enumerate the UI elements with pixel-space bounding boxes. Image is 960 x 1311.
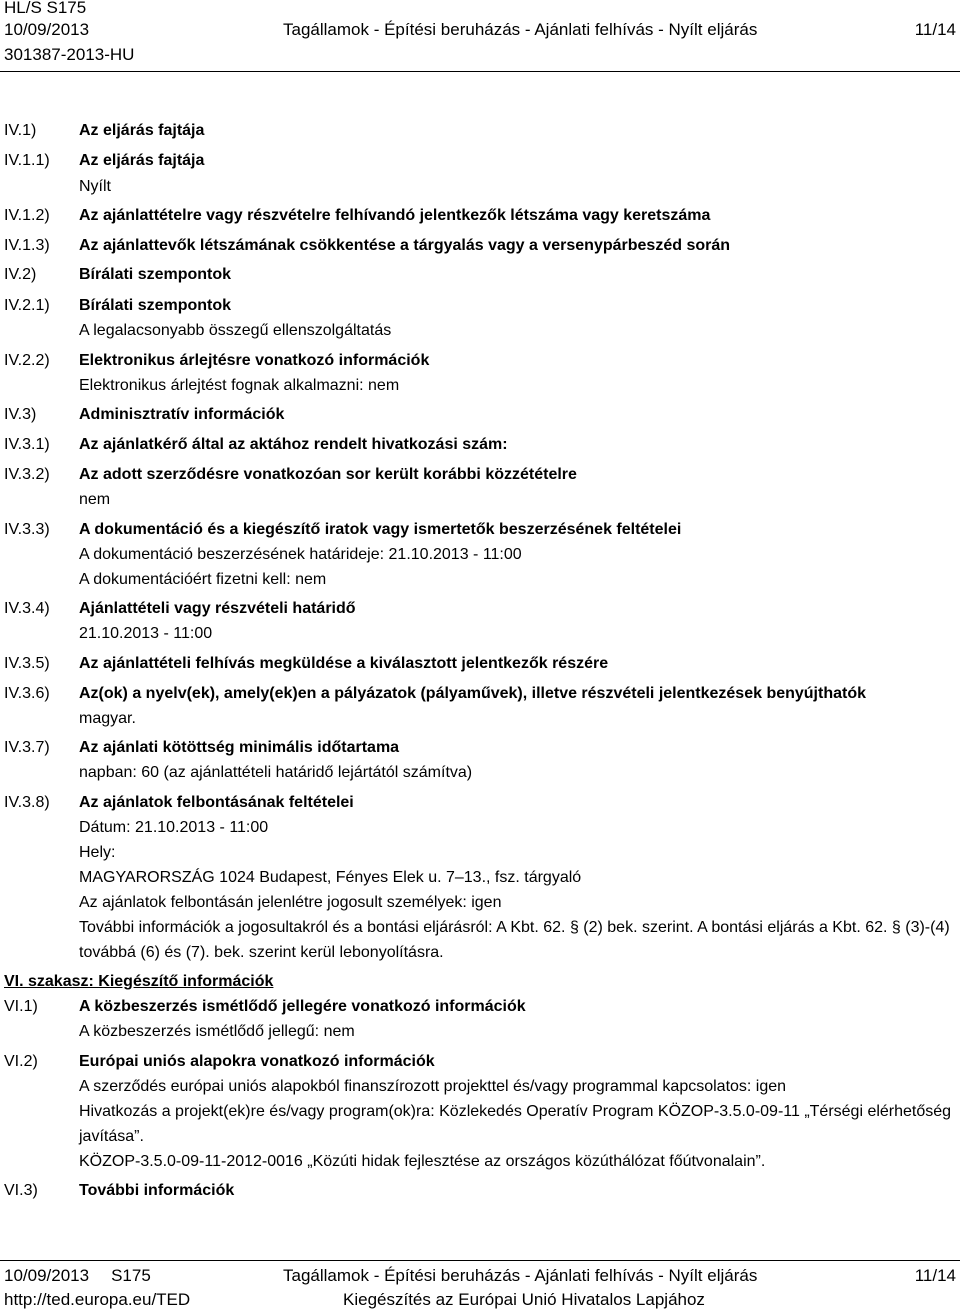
item-heading: Az ajánlatok felbontásának feltételei — [79, 794, 354, 811]
item-number: IV.3.4) — [4, 600, 50, 617]
item-heading: A dokumentáció és a kiegészítő iratok vagy ismertetők beszerzésének feltételei — [79, 521, 682, 538]
item-heading: Az eljárás fajtája — [79, 152, 205, 169]
item-text-wrapped: További információk a jogosultakról és a bontási eljárásról: A Kbt. 62. § (2) bek. szerint. A bontási eljárás a Kbt. 62. § (3)-(4) továbbá (6) és (7). bek. szerint kerül lebonyolításra. — [79, 919, 950, 961]
item-number: IV.3.5) — [4, 655, 50, 672]
footer-divider — [0, 1260, 960, 1261]
item-number: IV.2.1) — [4, 297, 50, 314]
item-heading: Az ajánlatkérő által az aktához rendelt hivatkozási szám: — [79, 436, 508, 453]
item-text: A közbeszerzés ismétlődő jellegű: nem — [79, 1023, 355, 1040]
footer-page-number: 11/14 — [914, 1266, 956, 1285]
footer-date: 10/09/2013 — [4, 1266, 90, 1285]
item-number: VI.1) — [4, 998, 38, 1015]
item-number: IV.3.8) — [4, 794, 50, 811]
item-text: A szerződés európai uniós alapokból finanszírozott projekttel és/vagy programmal kapcsolatos: igen — [79, 1078, 787, 1095]
item-number: IV.3.6) — [4, 685, 50, 702]
item-text: KÖZOP-3.5.0-09-11-2012-0016 „Közúti hidak fejlesztése az országos közúthálózat főútvonalain”. — [79, 1153, 766, 1170]
item-heading: Az ajánlattevők létszámának csökkentése a tárgyalás vagy a versenypárbeszéd során — [79, 237, 731, 254]
item-heading: Európai uniós alapokra vonatkozó információk — [79, 1053, 435, 1070]
item-number: IV.1.3) — [4, 237, 50, 254]
item-text: MAGYARORSZÁG 1024 Budapest, Fényes Elek u. 7–13., fsz. tárgyaló — [79, 869, 582, 886]
item-heading: Az adott szerződésre vonatkozóan sor került korábbi közzétételre — [79, 466, 577, 483]
item-heading: Bírálati szempontok — [79, 266, 232, 283]
item-text: 21.10.2013 - 11:00 — [79, 625, 213, 642]
item-number: IV.2) — [4, 266, 37, 283]
item-number: VI.3) — [4, 1182, 38, 1199]
item-number: IV.2.2) — [4, 352, 50, 369]
item-text: magyar. — [79, 710, 136, 727]
footer-url[interactable]: http://ted.europa.eu/TED — [4, 1290, 191, 1309]
header-divider — [0, 71, 960, 72]
item-number: IV.3.2) — [4, 466, 50, 483]
item-text: A dokumentációért fizetni kell: nem — [79, 571, 327, 588]
item-heading: További információk — [79, 1182, 235, 1199]
item-heading: Bírálati szempontok — [79, 297, 232, 314]
doc-id: 301387-2013-HU — [4, 45, 135, 64]
item-text: Dátum: 21.10.2013 - 11:00 — [79, 819, 269, 836]
item-heading: Elektronikus árlejtésre vonatkozó információk — [79, 352, 430, 369]
header-title: Tagállamok - Építési beruházás - Ajánlati felhívás - Nyílt eljárás — [283, 20, 758, 39]
footer-subtitle: Kiegészítés az Európai Unió Hivatalos Lapjához — [343, 1290, 705, 1309]
item-number: IV.1.1) — [4, 152, 50, 169]
item-text: napban: 60 (az ajánlattételi határidő lejártától számítva) — [79, 764, 473, 781]
item-text: A legalacsonyabb összegű ellenszolgáltatás — [79, 322, 392, 339]
doc-ref: HL/S S175 — [4, 0, 87, 17]
item-heading: Az ajánlati kötöttség minimális időtartama — [79, 739, 400, 756]
item-number: VI.2) — [4, 1053, 38, 1070]
item-text: Nyílt — [79, 178, 111, 195]
item-text: Elektronikus árlejtést fognak alkalmazni: nem — [79, 377, 400, 394]
item-text-wrapped: Hivatkozás a projekt(ek)re és/vagy program(ok)ra: Közlekedés Operatív Program KÖZOP-3.5.0-09-11 „Térségi elérhetőség javítása”. — [79, 1103, 952, 1145]
item-text: A dokumentáció beszerzésének határideje: 21.10.2013 - 11:00 — [79, 546, 522, 563]
item-heading: Az ajánlattételi felhívás megküldése a kiválasztott jelentkezők részére — [79, 655, 609, 672]
footer-date-series — [4, 1266, 151, 1286]
footer-series: S175 — [111, 1266, 151, 1285]
item-heading: A közbeszerzés ismétlődő jellegére vonatkozó információk — [79, 998, 526, 1015]
item-number: IV.3.3) — [4, 521, 50, 538]
item-text: Az ajánlatok felbontásán jelenlétre jogosult személyek: igen — [79, 894, 502, 911]
item-heading: Az ajánlattételre vagy részvételre felhívandó jelentkezők létszáma vagy keretszáma — [79, 207, 711, 224]
item-heading: Adminisztratív információk — [79, 406, 285, 423]
item-number: IV.1.2) — [4, 207, 50, 224]
footer-title: Tagállamok - Építési beruházás - Ajánlati felhívás - Nyílt eljárás — [283, 1266, 758, 1285]
item-heading: Ajánlattételi vagy részvételi határidő — [79, 600, 356, 617]
page-footer — [4, 1262, 956, 1311]
header-date: 10/09/2013 — [4, 20, 90, 39]
item-number: IV.3.1) — [4, 436, 50, 453]
header-page-number: 11/14 — [914, 20, 956, 39]
page-header — [4, 0, 956, 70]
item-heading: Az(ok) a nyelv(ek), amely(ek)en a pályázatok (pályaművek), illetve részvételi jelentkezések benyújthatók — [79, 685, 866, 702]
item-number: IV.3) — [4, 406, 37, 423]
item-text: Hely: — [79, 844, 116, 861]
item-number: IV.3.7) — [4, 739, 50, 756]
item-number: IV.1) — [4, 122, 37, 139]
item-heading: Az eljárás fajtája — [79, 122, 205, 139]
item-text: nem — [79, 491, 111, 508]
section-title: VI. szakasz: Kiegészítő információk — [4, 973, 274, 990]
